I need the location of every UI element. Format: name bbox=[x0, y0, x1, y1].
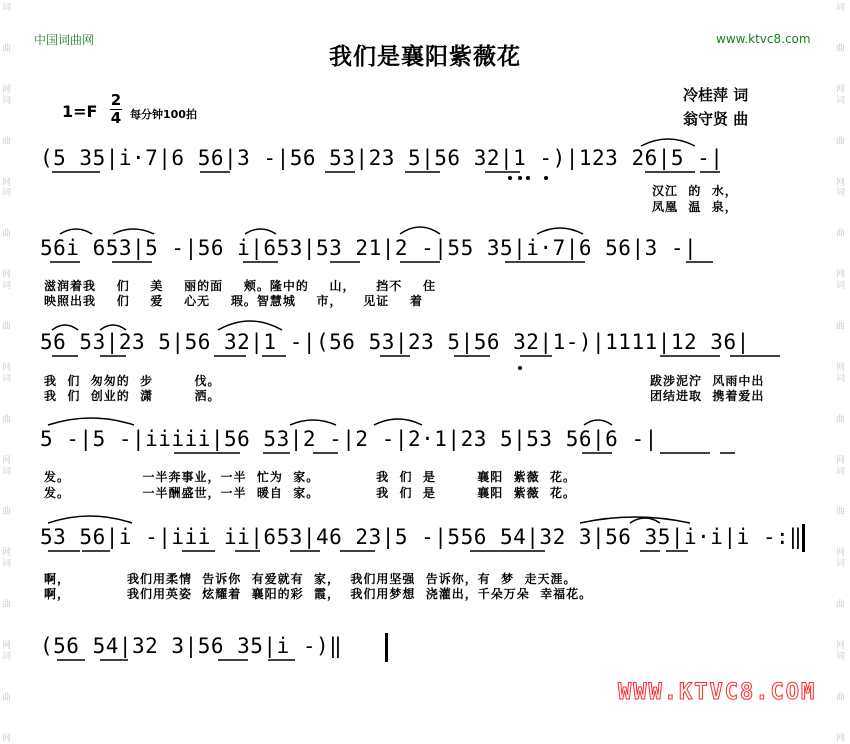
left-watermark-strip bbox=[0, 0, 16, 744]
slur-arc bbox=[630, 518, 660, 523]
slur-arc bbox=[374, 419, 422, 425]
footer-logo: WWW.KTVC8.COM bbox=[618, 680, 817, 705]
watermark-glyph: 网 bbox=[2, 455, 12, 466]
slur-arc bbox=[537, 228, 583, 234]
lyricist-credit: 冷桂萍 词 bbox=[683, 86, 749, 104]
site-url-right: www.ktvc8.com bbox=[716, 32, 811, 46]
octave-dot bbox=[526, 176, 530, 180]
lyric-line-3a: 我 们 匆匆的 步 伐。 bbox=[44, 374, 221, 388]
time-signature-bottom: 4 bbox=[110, 109, 122, 127]
watermark-glyph: 曲 bbox=[2, 692, 12, 703]
watermark-glyph: 网 bbox=[2, 641, 12, 651]
watermark-glyph: 网 bbox=[836, 733, 846, 744]
watermark-glyph: 网 bbox=[2, 84, 12, 95]
watermark-glyph: 曲 bbox=[836, 322, 846, 332]
watermark-glyph: 网 bbox=[2, 733, 12, 744]
watermark-glyph: 词 bbox=[2, 188, 12, 199]
slur-arc bbox=[400, 227, 440, 234]
watermark-glyph: 网 bbox=[836, 270, 846, 281]
time-signature-top: 2 bbox=[110, 91, 122, 109]
final-barline bbox=[802, 524, 805, 552]
octave-dot bbox=[518, 366, 522, 370]
key-signature: 1=F bbox=[62, 102, 98, 121]
lyric-line-3c: 跋涉泥泞 风雨中出 bbox=[650, 374, 765, 388]
watermark-glyph: 曲 bbox=[2, 322, 12, 332]
right-watermark-strip bbox=[834, 0, 850, 744]
watermark-glyph: 词 bbox=[836, 559, 846, 570]
lyric-line-2a: 滋润着我 们 美 丽的面 颊。隆中的 山， 挡不 住 bbox=[44, 279, 436, 293]
lyric-line-5a: 啊， 我们用柔情 告诉你 有爱就有 家， 我们用坚强 告诉你，有 梦 走天涯。 bbox=[44, 572, 577, 586]
watermark-glyph: 词 bbox=[2, 3, 12, 13]
site-name-left: 中国词曲网 bbox=[34, 33, 95, 47]
watermark-glyph: 曲 bbox=[2, 600, 12, 611]
score-line-1: (5 35|i·7|6 56|3 -|56 53|23 5|56 32|1 -)|123 26|5 -| bbox=[40, 146, 724, 170]
watermark-glyph: 网 bbox=[2, 548, 12, 559]
watermark-glyph: 词 bbox=[2, 373, 12, 384]
watermark-glyph: 词 bbox=[2, 95, 12, 106]
watermark-glyph: 网 bbox=[836, 641, 846, 651]
watermark-glyph: 曲 bbox=[2, 229, 12, 240]
slur-arc bbox=[113, 229, 154, 234]
slur-arc bbox=[641, 139, 695, 146]
slur-arc bbox=[60, 229, 92, 234]
watermark-glyph: 网 bbox=[2, 177, 12, 188]
watermark-glyph: 曲 bbox=[836, 229, 846, 240]
lyric-line-3d: 团结进取 携着爱出 bbox=[650, 389, 765, 403]
watermark-glyph: 曲 bbox=[836, 692, 846, 703]
lyric-line-2b: 映照出我 们 爱 心无 瑕。智慧城 市， 见证 着 bbox=[44, 294, 423, 308]
watermark-glyph: 词 bbox=[836, 3, 846, 13]
octave-dot bbox=[544, 176, 548, 180]
lyric-line-5b: 啊， 我们用英姿 炫耀着 襄阳的彩 霞， 我们用梦想 浇灌出，千朵万朵 幸福花。 bbox=[44, 587, 593, 601]
slur-arc bbox=[48, 516, 132, 523]
lyric-line-3b: 我 们 创业的 潇 洒。 bbox=[44, 389, 221, 403]
song-title: 我们是襄阳紫薇花 bbox=[329, 44, 521, 70]
watermark-glyph: 词 bbox=[836, 466, 846, 477]
watermark-glyph: 网 bbox=[836, 548, 846, 559]
lyric-line-4b: 发。 一半酬盛世，一半 暖自 家。 我 们 是 襄阳 紫薇 花。 bbox=[44, 486, 577, 500]
watermark-glyph: 网 bbox=[2, 270, 12, 281]
lyric-line-1b: 凤凰 温 泉， bbox=[652, 200, 738, 214]
watermark-glyph: 词 bbox=[836, 281, 846, 292]
watermark-glyph: 网 bbox=[836, 177, 846, 188]
score-line-3: 56 53|23 5|56 32|1 -|(56 53|23 5|56 32|1-)|1111|12 36| bbox=[40, 330, 750, 354]
watermark-glyph: 曲 bbox=[836, 414, 846, 425]
watermark-glyph: 曲 bbox=[2, 43, 12, 54]
slur-arc bbox=[48, 418, 134, 425]
watermark-glyph: 词 bbox=[836, 95, 846, 106]
slur-arc bbox=[218, 321, 282, 330]
slur-arc bbox=[584, 420, 612, 425]
score-line-2: 56i 653|5 -|56 i|653|53 21|2 -|55 35|i·7|6 56|3 -| bbox=[40, 236, 698, 260]
slur-arc bbox=[580, 517, 690, 523]
watermark-glyph: 词 bbox=[836, 651, 846, 662]
lyric-line-4a: 发。 一半奔事业，一半 忙为 家。 我 们 是 襄阳 紫薇 花。 bbox=[44, 470, 577, 484]
slur-arc bbox=[245, 229, 276, 234]
watermark-glyph: 曲 bbox=[836, 507, 846, 518]
watermark-glyph: 词 bbox=[836, 373, 846, 384]
watermark-glyph: 词 bbox=[2, 651, 12, 662]
score-line-4: 5 -|5 -|iiiii|56 53|2 -|2 -|2·1|23 5|53 56|6 -| bbox=[40, 427, 658, 451]
score-line-5: 53 56|i -|iii ii|653|46 23|5 -|556 54|32 3|56 35|i·i|i -:‖ bbox=[40, 525, 803, 549]
watermark-glyph: 曲 bbox=[2, 136, 12, 147]
watermark-glyph: 网 bbox=[836, 84, 846, 95]
watermark-glyph: 词 bbox=[2, 281, 12, 292]
watermark-glyph: 网 bbox=[2, 362, 12, 373]
watermark-glyph: 曲 bbox=[2, 507, 12, 518]
time-signature bbox=[110, 92, 122, 127]
watermark-glyph: 曲 bbox=[2, 414, 12, 425]
lyric-line-1a: 汉江 的 水， bbox=[652, 184, 738, 198]
watermark-glyph: 词 bbox=[836, 188, 846, 199]
watermark-glyph: 词 bbox=[2, 466, 12, 477]
octave-dot bbox=[508, 176, 512, 180]
score-line-6: (56 54|32 3|56 35|i -)‖ bbox=[40, 634, 343, 658]
final-barline bbox=[385, 633, 388, 662]
watermark-glyph: 曲 bbox=[836, 136, 846, 147]
octave-dot bbox=[518, 176, 522, 180]
watermark-glyph: 网 bbox=[836, 455, 846, 466]
watermark-glyph: 词 bbox=[2, 559, 12, 570]
composer-credit: 翁守贤 曲 bbox=[683, 110, 749, 128]
watermark-glyph: 曲 bbox=[836, 600, 846, 611]
watermark-glyph: 曲 bbox=[836, 43, 846, 54]
tempo-marking: 每分钟100拍 bbox=[130, 108, 197, 121]
slur-arc bbox=[290, 420, 336, 425]
watermark-glyph: 网 bbox=[836, 362, 846, 373]
